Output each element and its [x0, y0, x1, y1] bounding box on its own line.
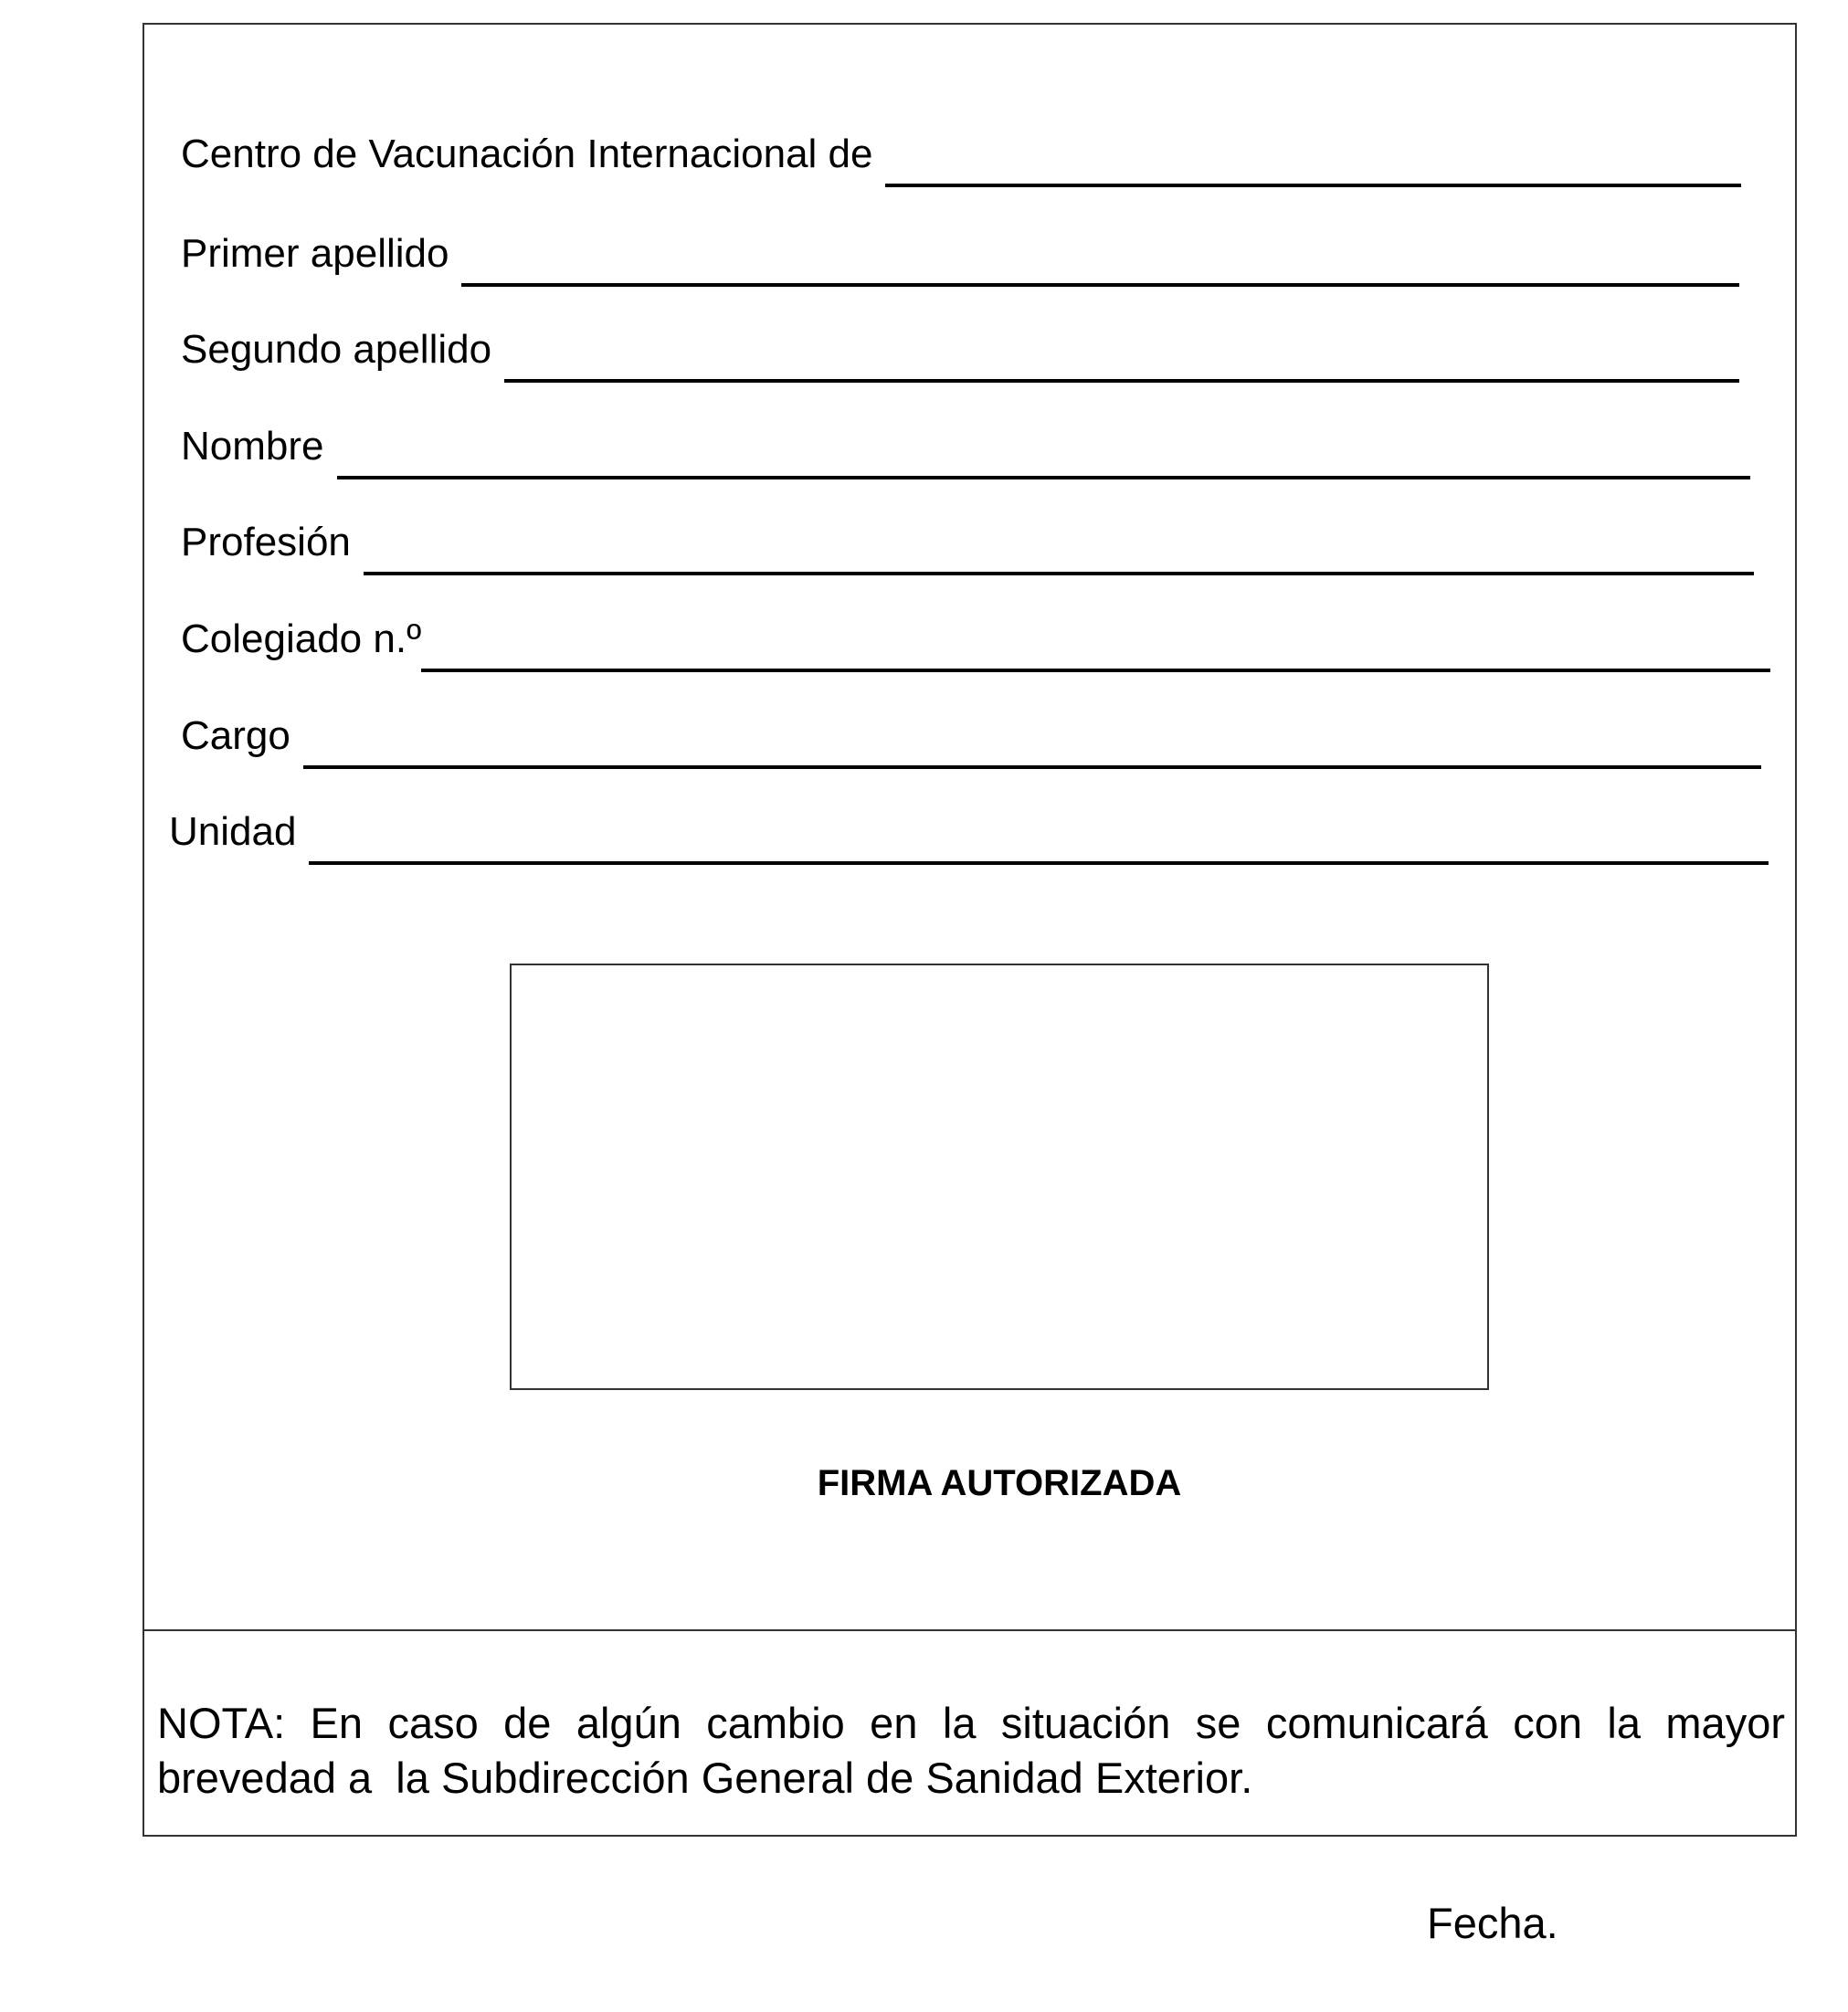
field-input-line[interactable] — [303, 765, 1761, 769]
field-cargo — [181, 713, 1761, 758]
field-label: Segundo apellido — [181, 327, 492, 372]
field-label: Unidad — [169, 809, 297, 854]
field-colegiado — [181, 616, 1770, 661]
field-primer-apellido — [181, 231, 1739, 276]
field-unidad — [169, 809, 1769, 854]
note-line-2: brevedad a la Subdirección General de Sanidad Exterior. — [157, 1754, 1253, 1802]
field-label: Primer apellido — [181, 231, 449, 276]
note-text — [157, 1696, 1785, 1806]
field-input-line[interactable] — [504, 379, 1739, 383]
field-profesion — [181, 522, 1754, 563]
field-label: Colegiado n.º — [181, 616, 422, 661]
field-label: Nombre — [181, 424, 324, 469]
field-label: Profesión — [181, 520, 351, 564]
form-divider — [143, 1629, 1797, 1631]
signature-caption: FIRMA AUTORIZADA — [817, 1463, 1182, 1503]
field-input-line[interactable] — [364, 572, 1754, 575]
field-input-line[interactable] — [885, 184, 1741, 187]
field-input-line[interactable] — [461, 283, 1739, 287]
field-nombre — [181, 424, 1750, 469]
note-line-1: NOTA: En caso de algún cambio en la situación se comunicará con la mayor — [157, 1699, 1785, 1747]
signature-box[interactable] — [510, 964, 1489, 1390]
field-segundo-apellido — [181, 327, 1739, 372]
field-input-line[interactable] — [309, 861, 1769, 865]
field-input-line[interactable] — [421, 669, 1770, 672]
form-frame — [143, 23, 1797, 1837]
date-label: Fecha. — [1427, 1899, 1558, 1947]
field-label: Cargo — [181, 713, 290, 758]
field-input-line[interactable] — [337, 476, 1751, 479]
field-centro-vacunacion — [181, 134, 1741, 174]
field-label: Centro de Vacunación Internacional de — [181, 132, 873, 176]
